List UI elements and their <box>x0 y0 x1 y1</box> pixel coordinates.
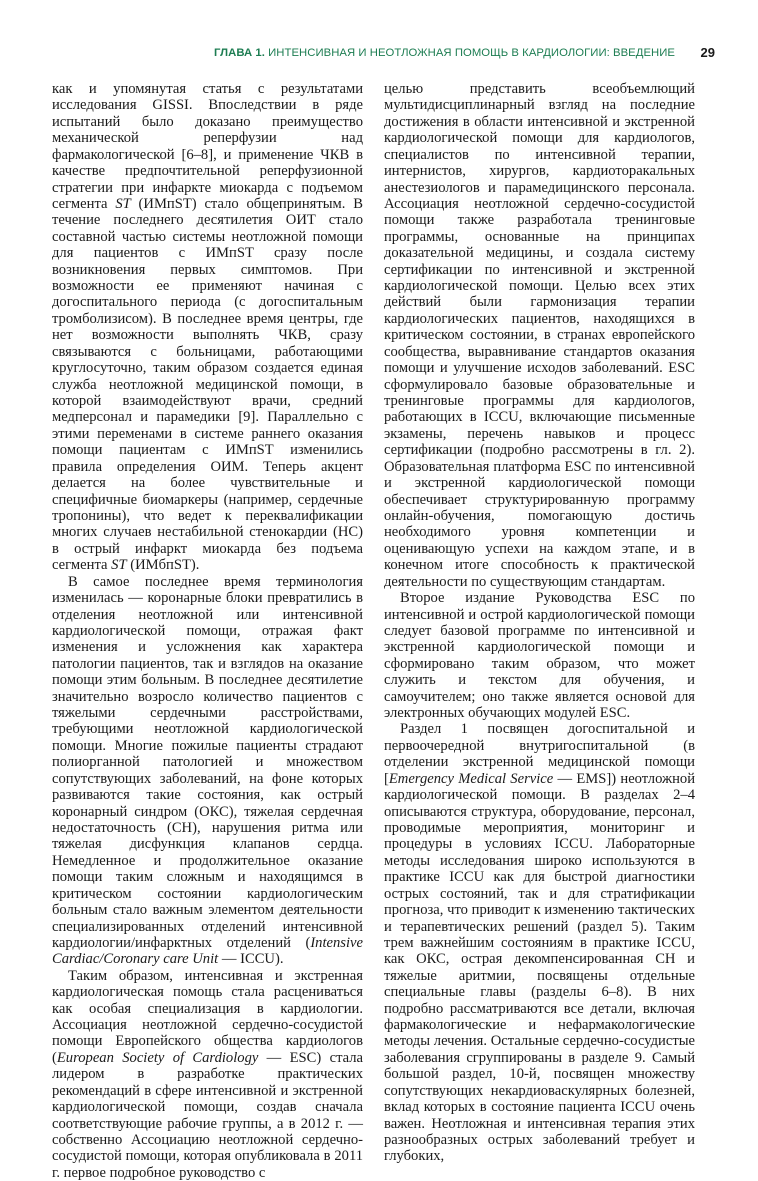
paragraph <box>384 590 695 721</box>
italic-term: Intensive Cardiac/Coronary care Unit <box>52 934 363 968</box>
italic-term: ST <box>115 195 131 212</box>
text-run: целью представить всеобъемлющий мультидисциплинарный взгляд на последние достижения в области интенсивной и экстренной кардиологической помощи для кардиологов, специалистов по интенсивной терапии, интернистов, хирургов, кардиоторакальных анестезиологов и парамедицинского персонала. Ассоциация неотложной сердечно-сосудистой помощи также разработала тренинговые программы, основанные на принципах доказательной медицины, и создала систему сертификации по интенсивной и экстренной кардиологической помощи. Целью всех этих действий были гармонизация терапии кардиологических пациентов, находящихся в критическом состоянии, в странах европейского сообщества, выравнивание стандартов оказания помощи и улучшение исходов заболеваний. ESC сформулировало базовые образовательные и тренинговые программы для кардиологов, работающих в ICCU, включающие письменные экзамены, перечень навыков и процесс сертификации (подробно рассмотрены в гл. 2). Образовательная платформа ESC по интенсивной и экстренной кардиологической помощи обеспечивает структурированную программу онлайн-обучения, помогающую достичь необходимого уровня компетенции и оценивающую успехи на каждом этапе, и в конечном итоге способность к практической деятельности по существующим стандартам. <box>384 81 695 590</box>
text-run: В самое последнее время терминология изменилась — коронарные блоки превратились в отделения неотложной или интенсивной кардиологической помощи, отражая факт изменения и усложнения как характера патологии пациентов, так и взглядов на оказание помощи этим больным. В последнее десятилетие значительно возросло количество пациентов с тяжелыми сердечными расстройствами, требующими неотложной кардиологической помощи. Многие пожилые пациенты страдают полиорганной патологией и множеством сопутствующих заболеваний, на фоне которых развиваются такие состояния, как острый коронарный синдром (ОКС), тяжелая сердечная недостаточность (СН), нарушения ритма или тяжелая дисфункция клапанов сердца. Немедленное и продолжительное оказание помощи таким сложным и находящимся в критическом состоянии кардиологическим больным стало важным элементом деятельности специализированных отделений интенсивной кардиологии/инфарктных отделений ( <box>52 573 363 951</box>
text-run: — EMS]) неотложной кардиологической помощи. В разделах 2–4 описываются структура, оборудование, персонал, проводимые мероприятия, мониторинг и процедуры в условиях ICCU. Лабораторные методы исследования широко используются в практике ICCU как для быстрой диагностики острых состояний, так и для стратификации прогноза, что приводит к изменению тактических и терапевтических решений (раздел 5). Таким трем важнейшим состояниям в практике ICCU, как ОКС, острая декомпенсированная СН и тяжелые аритмии, посвящены отдельные специальные главы (разделы 6–8). В них подробно рассматриваются все детали, включая фармакологические и нефармакологические методы лечения. Остальные сердечно-сосудистые заболевания сгруппированы в разделе 9. Самый большой раздел, 10-й, посвящен множеству сопутствующих некардиоваскулярных болезней, вклад которых в состояние пациента ICCU очень важен. Неотложная и интенсивная терапия этих разнообразных острых заболеваний требует и глубоких, <box>384 770 695 1165</box>
text-run: Таким образом, интенсивная и экстренная кардиологическая помощь стала расцениваться как особая специализация в кардиологии. Ассоциация неотложной сердечно-сосудистой помощи Европейского общества кардиологов ( <box>52 967 363 1066</box>
text-run: — ESC) стала лидером в разработке практических рекомендаций в сфере интенсивной и экстренной кардиологической помощи, создав сначала соответствующие рабочие группы, а в 2012 г. — собственно Ассоциацию неотложной сердечно-сосудистой помощи, которая опубликовала в 2011 г. первое подробное руководство с <box>52 1049 363 1181</box>
italic-term: Emergency Medical Service <box>388 770 554 787</box>
chapter-name: ИНТЕНСИВНАЯ И НЕОТЛОЖНАЯ ПОМОЩЬ В КАРДИОЛОГИИ: ВВЕДЕНИЕ <box>268 47 675 59</box>
text-run: Второе издание Руководства ESC по интенсивной и острой кардиологической помощи следует базовой программе по интенсивной и экстренной кардиологической помощи и сформировано таким образом, что может служить и текстом для обучения, и самоучителем; оно также является основой для электронных обучающих модулей ESC. <box>384 590 695 722</box>
paragraph <box>384 721 695 1164</box>
text-run: — ICCU). <box>218 951 284 968</box>
text-run: (ИМпST) стало общепринятым. В течение последнего десятилетия ОИТ стало составной частью системы неотложной помощи для пациентов с ИМпST сразу после возникновения первых симптомов. При возможности ее применяют начиная с догоспитального периода (с догоспитальным тромболизисом). В последнее время центры, где нет возможности выполнять ЧКВ, сразу связываются с больницами, работающими круглосуточно, таким образом создается единая служба неотложной медицинской помощи, в которой взаимодействуют врачи, средний медперсонал и парамедики [9]. Параллельно с этими переменами в системе раннего оказания помощи пациентам с ИМпST изменились правила определения ОИМ. Теперь акцент делается на более чувствительные и специфичные биомаркеры (например, сердечные тропонины), что ведет к переквалификации многих случаев нестабильной стенокардии (НС) в острый инфаркт миокарда без подъема сегмента <box>52 195 363 574</box>
text-run: Раздел 1 посвящен догоспитальной и первоочередной внутригоспитальной (в отделении экстренной медицинской помощи [ <box>384 721 695 787</box>
text-run: (ИМбпST). <box>126 557 200 574</box>
paragraph <box>52 968 363 1181</box>
left-column <box>52 81 363 1181</box>
paragraph <box>384 81 695 590</box>
right-column <box>384 81 695 1165</box>
text-run: как и упомянутая статья с результатами исследования GISSI. Впоследствии в ряде испытаний было доказано преимущество механической реперфузии над фармакологической [6–8], и применение ЧКВ в качестве предпочтительной реперфузионной стратегии при инфаркте миокарда с подъемом сегмента <box>52 81 363 212</box>
paragraph <box>52 81 363 574</box>
page-number: 29 <box>700 45 715 60</box>
paragraph <box>52 574 363 968</box>
italic-term: European Society of Cardiology <box>56 1049 259 1066</box>
chapter-title <box>214 46 675 60</box>
chapter-number: ГЛАВА 1. <box>214 47 265 59</box>
running-header <box>0 46 715 62</box>
italic-term: ST <box>111 557 127 574</box>
